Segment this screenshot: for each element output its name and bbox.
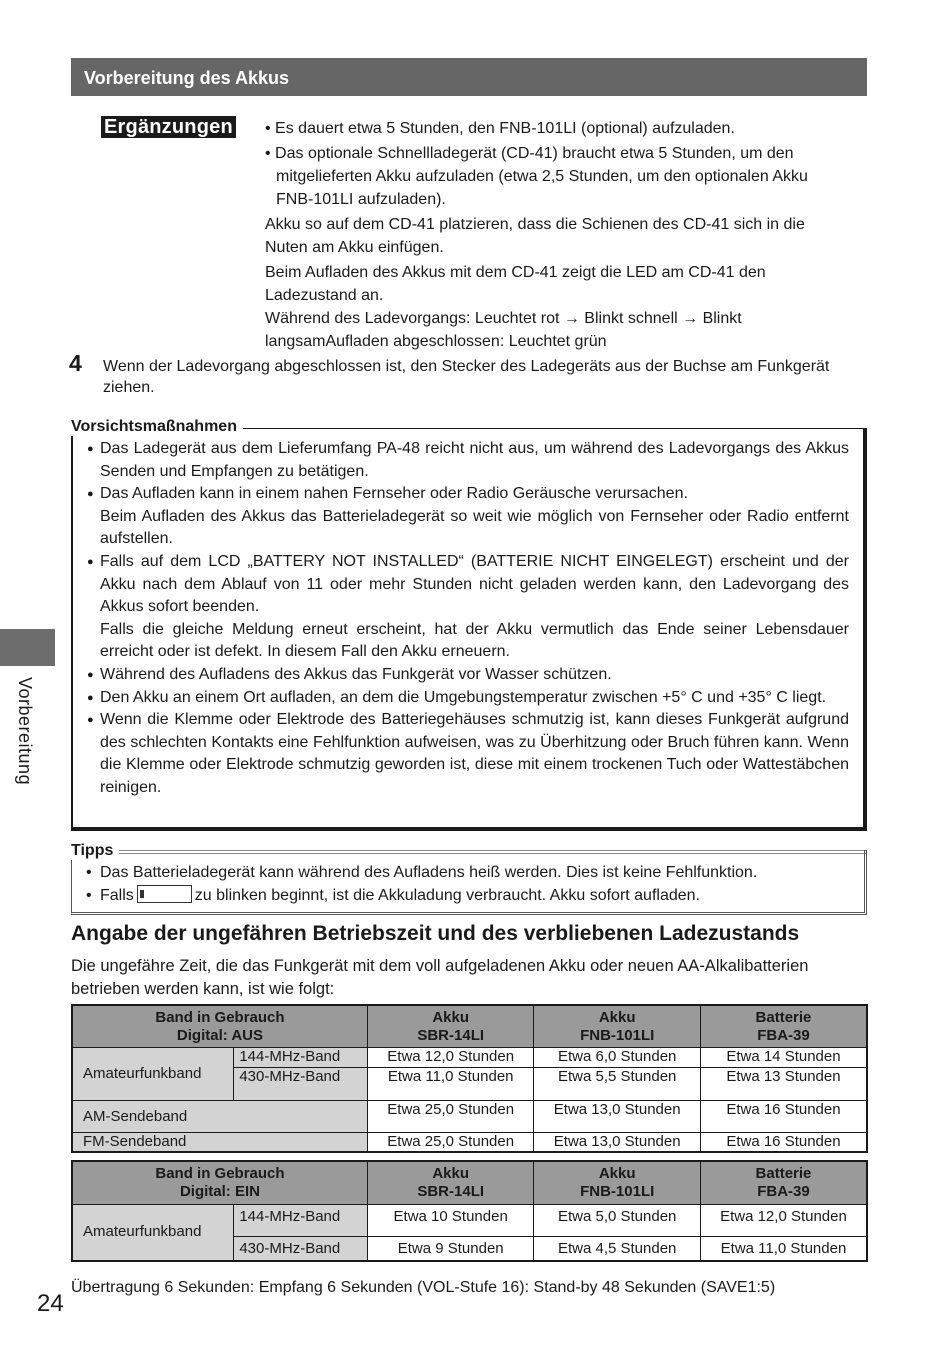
battery-empty-icon [137,885,192,903]
erganzungen-text [265,117,865,353]
erganzungen-line: Akku so auf dem CD-41 platzieren, dass die Schienen des CD-41 sich in die [265,216,805,233]
table-row [72,1204,867,1236]
erganzungen-line: Während des Ladevorgangs: Leuchtet rot → Blinkt schnell → Blinkt [265,310,742,327]
table-header-band: Band in Gebrauch Digital: AUS [72,1005,367,1047]
tips-box [71,850,867,915]
page-number: 24 [37,1290,64,1317]
amateur-band-label: Amateurfunkband [72,1047,234,1100]
side-tab-marker [0,629,55,666]
band-cell: 144-MHz-Band [234,1204,368,1236]
time-cell: Etwa 12,0 Stunden [700,1204,867,1236]
time-cell: Etwa 6,0 Stunden [534,1047,701,1067]
table-footnote: Übertragung 6 Sekunden: Empfang 6 Sekunden (VOL-Stufe 16): Stand-by 48 Sekunden (SAVE1:5) [71,1279,776,1296]
tips-title: Tipps [71,842,119,860]
caution-item: ● Wenn die Klemme oder Elektrode des Batteriegehäuses schmutzig ist, kann dieses Funkgerät aufgrund des schlechten Kontakts eine Fehlfunktion aufweisen, was zu Überhitzung oder Bruch führen kann. Wenn die Klemme oder Elektrode schmutzig geworden ist, diese mit einem trockenen Tuch oder Wattestäbchen reinigen. [87,711,849,796]
band-cell: 144-MHz-Band [234,1047,368,1067]
table-header-fba39: Batterie FBA-39 [700,1161,867,1204]
erganzungen-line: mitgelieferten Akku aufzuladen (etwa 2,5 Stunden, um den optionalen Akku [276,168,808,185]
band-cell: 430-MHz-Band [234,1067,368,1100]
caution-item-extra: Beim Aufladen des Akkus das Batterieladegerät so weit wie möglich von Fernseher oder Radio entfernt aufstellen. [100,507,849,548]
time-cell: Etwa 13 Stunden [700,1067,867,1100]
time-cell: Etwa 13,0 Stunden [534,1132,701,1152]
side-section-label: Vorbereitung [15,677,35,786]
amateur-band-label: Amateurfunkband [72,1204,234,1261]
table-header-sbr14li: Akku SBR-14LI [367,1161,534,1204]
band-cell: FM-Sendeband [72,1132,367,1152]
band-cell: 430-MHz-Band [234,1236,368,1261]
time-cell: Etwa 16 Stunden [700,1132,867,1152]
time-cell: Etwa 16 Stunden [700,1100,867,1132]
time-cell: Etwa 9 Stunden [367,1236,534,1261]
table-row [72,1047,867,1067]
table-header-fba39: Batterie FBA-39 [700,1005,867,1047]
erganzungen-line: Beim Aufladen des Akkus mit dem CD-41 zeigt die LED am CD-41 den [265,264,766,281]
tips-item: • Falls zu blinken beginnt, ist die Akkuladung verbraucht. Akku sofort aufladen. [86,886,700,904]
time-cell: Etwa 25,0 Stunden [367,1132,534,1152]
operating-time-table-digital-off [71,1004,868,1153]
caution-item: ● Den Akku an einem Ort aufladen, an dem die Umgebungstemperatur zwischen +5° C und +35° C liegt. [87,688,827,706]
table-row [72,1100,867,1132]
erganzungen-label: Ergänzungen [101,116,236,138]
erganzungen-line: • Es dauert etwa 5 Stunden, den FNB-101LI (optional) aufzuladen. [265,120,735,137]
step-text: Wenn der Ladevorgang abgeschlossen ist, den Stecker des Ladegeräts aus der Buchse am Funkgerät ziehen. [103,358,830,396]
erganzungen-line: langsamAufladen abgeschlossen: Leuchtet grün [265,333,607,350]
caution-item: ● Das Aufladen kann in einem nahen Fernseher oder Radio Geräusche verursachen. [87,485,688,503]
erganzungen-line: • Das optionale Schnellladegerät (CD-41) braucht etwa 5 Stunden, um den [265,145,794,162]
erganzungen-line: FNB-101LI aufzuladen). [276,191,446,208]
time-cell: Etwa 11,0 Stunden [367,1067,534,1100]
erganzungen-line: Nuten am Akku einfügen. [265,239,444,256]
caution-item: ● Das Ladegerät aus dem Lieferumfang PA-48 reicht nicht aus, um während des Ladevorgangs des Akkus Senden und Empfangen zu betätigen. [87,440,849,480]
time-cell: Etwa 11,0 Stunden [700,1236,867,1261]
time-cell: Etwa 13,0 Stunden [534,1100,701,1132]
caution-item-extra: Falls die gleiche Meldung erneut erscheint, hat der Akku vermutlich das Ende seiner Lebensdauer erreicht oder ist defekt. In diesem Fall den Akku erneuern. [100,620,849,661]
time-cell: Etwa 12,0 Stunden [367,1047,534,1067]
operating-time-heading: Angabe der ungefähren Betriebszeit und des verbliebenen Ladezustands [71,922,800,945]
erganzungen-line: Ladezustand an. [265,287,384,304]
band-cell: AM-Sendeband [72,1100,367,1132]
table-header-band: Band in Gebrauch Digital: EIN [72,1161,367,1204]
caution-item: ● Während des Aufladens des Akkus das Funkgerät vor Wasser schützen. [87,665,612,683]
caution-item: ● Falls auf dem LCD „BATTERY NOT INSTALLED“ (BATTERIE NICHT EINGELEGT) erscheint und der Akku nach dem Ablauf von 11 oder mehr Stunden nicht geladen werden kann, den Ladevorgang des Akkus sofort beenden. [87,552,849,616]
table-header-fnb101li: Akku FNB-101LI [534,1161,701,1204]
step-number: 4 [69,350,82,376]
time-cell: Etwa 5,0 Stunden [534,1204,701,1236]
table-header-sbr14li: Akku SBR-14LI [367,1005,534,1047]
table-row [72,1132,867,1152]
tips-item: • Das Batterieladegerät kann während des Aufladens heiß werden. Dies ist keine Fehlfunktion. [86,864,758,881]
operating-time-table-digital-on [71,1160,868,1262]
operating-time-intro: Die ungefähre Zeit, die das Funkgerät mit dem voll aufgeladenen Akku oder neuen AA-Alkalibatterien betrieben werden kann, ist wie folgt: [71,957,809,998]
time-cell: Etwa 25,0 Stunden [367,1100,534,1132]
caution-box [71,428,867,831]
time-cell: Etwa 4,5 Stunden [534,1236,701,1261]
section-title-bar: Vorbereitung des Akkus [71,58,867,96]
time-cell: Etwa 5,5 Stunden [534,1067,701,1100]
time-cell: Etwa 10 Stunden [367,1204,534,1236]
table-header-fnb101li: Akku FNB-101LI [534,1005,701,1047]
caution-title: Vorsichtsmaßnahmen [71,418,243,436]
time-cell: Etwa 14 Stunden [700,1047,867,1067]
